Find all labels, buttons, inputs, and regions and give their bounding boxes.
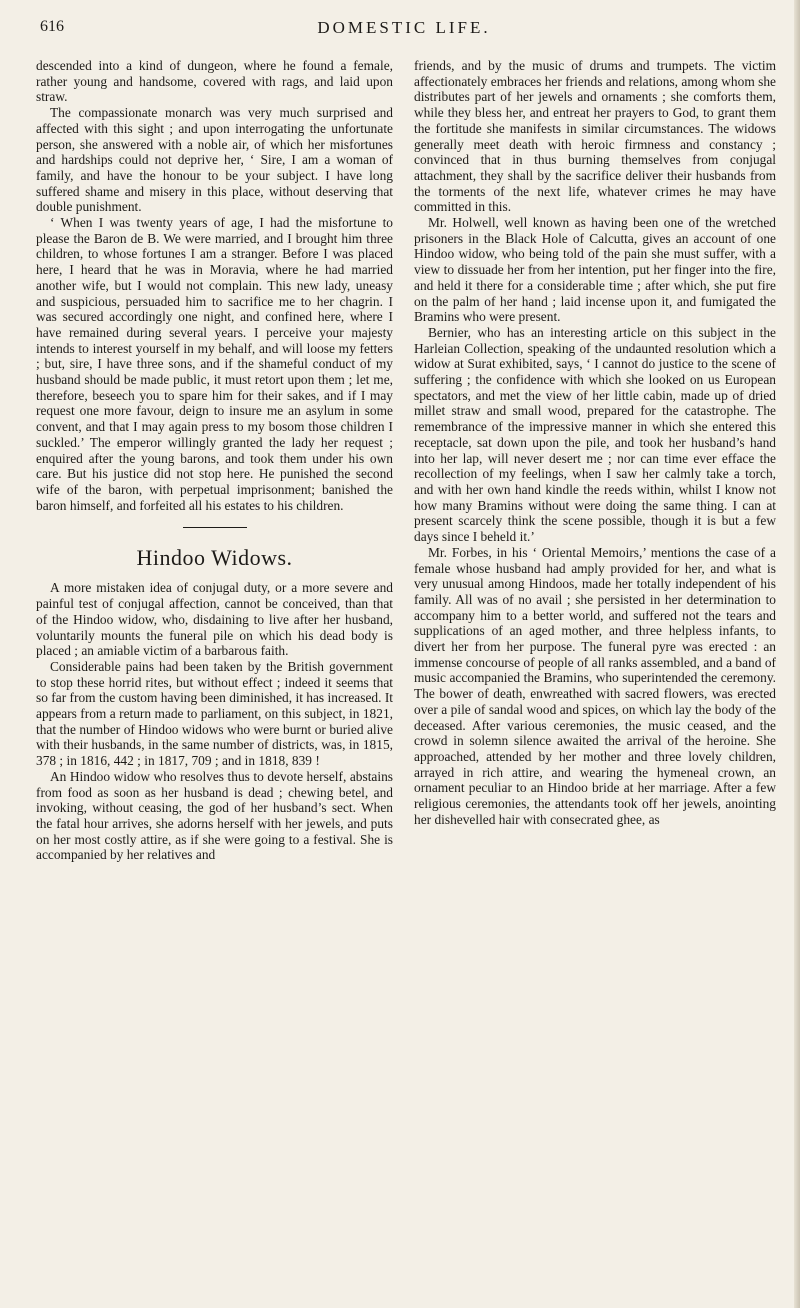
paragraph: descended into a kind of dungeon, where he found a female, rather young and handsome, covered with rags, and laid upon straw. — [36, 58, 393, 105]
paragraph: The compassionate monarch was very much surprised and affected with this sight ; and upon interrogating the unfortunate person, she answered with a noble air, of which her misfortunes and hardships could not deprive her, ‘ Sire, I am a woman of family, and have the honour to be your subject. I have long suffered shame and misery in this place, without deserving that double punishment. — [36, 105, 393, 215]
left-column — [36, 58, 393, 863]
paragraph: An Hindoo widow who resolves thus to devote herself, abstains from food as soon as her husband is dead ; chewing betel, and invoking, without ceasing, the god of her husband’s sect. When the fatal hour arrives, she adorns herself with her jewels, and puts on her most costly attire, as if she were going to a festival. She is accompanied by her relatives and — [36, 768, 393, 863]
page-edge — [794, 0, 800, 1308]
paragraph: ‘ When I was twenty years of age, I had the misfortune to please the Baron de B. We were married, and I brought him three children, to whose fortunes I am a stranger. Before I was placed here, I heard that he was in Moravia, where he had married another wife, but I would not complain. This new lady, uneasy and suspicious, persuaded him to sacrifice me to her chagrin. I was secured accordingly one night, and confined here, where I have remained during several years. I perceive your majesty intends to interest yourself in my behalf, and will loose my fetters ; but, sire, I have three sons, and if the shameful conduct of my husband should be made public, it must retort upon them ; let me, therefore, beseech you to spare him for their sakes, and if I may request one more favour, deign to insure me an asylum in some convent, and that I may again press to my bosom those children I suckled.’ The emperor willingly granted the lady her request ; enquired after the young barons, and took them under his own care. But his justice did not stop here. He punished the second wife of the baron, with perpetual imprisonment; banished the baron himself, and forfeited all his estates to his children. — [36, 215, 393, 513]
section-heading: Hindoo Widows. — [136, 545, 293, 571]
paragraph: Bernier, who has an interesting article on this subject in the Harleian Collection, speaking of the undaunted resolution which a widow at Surat exhibited, says, ‘ I cannot do justice to the scene of suffering ; the confidence with which she looked on us European spectators, and met the view of her little cabin, made up of dried millet straw and small wood, prepared for the catastrophe. The remembrance of the impressive manner in which she entered this receptacle, sat down upon the pile, and took her husband’s hand into her lap, will never desert me ; nor can time ever efface the recollection of my feelings, when I saw her calmly take a torch, and with her own hand kindle the reeds within, whilst I know not how many Bramins without were doing the same thing. I can at present scarcely think the scene possible, though it is but a few days since I beheld it.’ — [414, 324, 776, 545]
paragraph: Mr. Holwell, well known as having been one of the wretched prisoners in the Black Hole of Calcutta, gives an account of one Hindoo widow, who being told of the pain she must suffer, with a view to dissuade her from her intention, put her finger into the fire, and held it there for a considerable time ; after which, she put fire on the palm of her hand ; laid incense upon it, and fumigated the Bramins who were present. — [414, 215, 776, 325]
paragraph: Considerable pains had been taken by the British government to stop these horrid rites, but without effect ; indeed it seems that so far from the custom having been diminished, it has increased. It appears from a return made to parliament, on this subject, in 1821, that the number of Hindoo widows who were burnt or buried alive with their husbands, in the same number of districts, was, in 1815, 378 ; in 1816, 442 ; in 1817, 709 ; and in 1818, 839 ! — [36, 658, 393, 769]
page-header — [40, 14, 768, 44]
section-divider — [183, 527, 247, 528]
right-column — [414, 58, 776, 827]
running-head: DOMESTIC LIFE. — [317, 18, 491, 37]
paragraph: A more mistaken idea of conjugal duty, or a more severe and painful test of conjugal affection, cannot be conceived, than that of the Hindoo widow, who, disdaining to live after her husband, voluntarily mounts the funeral pile on which his dead body is placed ; an amiable victim of a barbarous faith. — [36, 580, 393, 659]
paragraph: friends, and by the music of drums and trumpets. The victim affectionately embraces her friends and relations, among whom she distributes part of her jewels and ornaments ; she comforts them, while they bless her, and entreat her prayers to God, to grant them the fortitude she manifests in similar circumstances. The widows generally meet death with heroic firmness and constancy ; convinced that in thus burning themselves from conjugal attachment, they shall by the sacrifice deliver their husbands from the torments of the next life, whatever crimes he may have committed in this. — [414, 58, 776, 215]
paragraph: Mr. Forbes, in his ‘ Oriental Memoirs,’ mentions the case of a female whose husband had amply provided for her, and what is very unusual among Hindoos, made her totally independent of his family. All was of no avail ; she persisted in her determination to accompany him to a better world, and suffered not the tears and supplications of an aged mother, and three helpless infants, to divert her from her purpose. The funeral pyre was erected : an immense concourse of people of all ranks assembled, and a band of music accompanied the Bramins, who superintended the ceremony. The bower of death, enwreathed with sacred flowers, was erected over a pile of sandal wood and spices, on which lay the body of the deceased. After various ceremonies, the music ceased, and the crowd in solemn silence awaited the arrival of the heroine. She approached, attended by her mother and three lovely children, arrayed in rich attire, and wearing the hymeneal crown, an ornament peculiar to an Hindoo bride at her marriage. After a few religious ceremonies, the attendants took off her jewels, anointing her dishevelled hair with consecrated ghee, as — [414, 544, 776, 827]
page-number: 616 — [40, 18, 64, 35]
